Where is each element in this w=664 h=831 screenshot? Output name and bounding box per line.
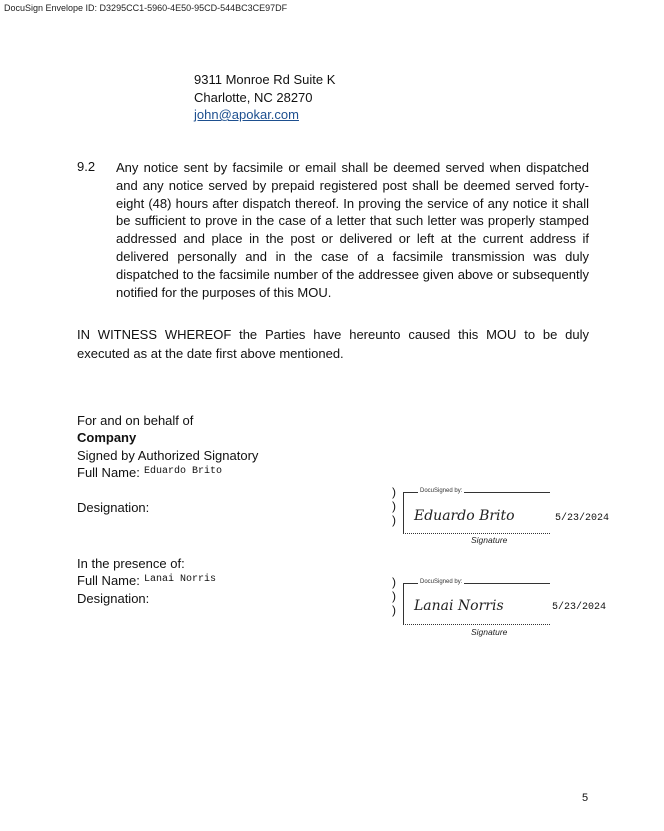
page-number: 5 [582,792,589,804]
witness-full-name: Lanai Norris [144,574,217,585]
email-link[interactable]: john@apokar.com [194,107,299,122]
witness-full-name-label: Full Name: [77,573,140,588]
clause-text: Any notice sent by facsimile or email shall be deemed served when dispatched and any notice served by prepaid registered post shall be deemed served forty-eight (48) hours after dispatch thereof. In proving the service of any notice it shall be sufficient to prove in the case of a letter that such letter was properly stamped addressed and place in the post or delivered or left at the current address if delivered personally and in the case of a facsimile transmission was duly dispatched to the facsimile number of the addressee given above or subsequently notified for the purposes of this MOU. [116,160,589,300]
party-signature-caption: Signature [471,535,508,545]
witness-statement: IN WITNESS WHEREOF the Parties have hereunto caused this MOU to be duly executed as at the date first above mentioned. [77,327,589,361]
behalf-label: For and on behalf of [77,413,194,428]
party-docusign-box[interactable] [403,488,550,534]
witness-docusigned-label: DocuSigned by: [420,579,463,585]
presence-label: In the presence of: [77,556,185,571]
party-designation-label: Designation: [77,500,150,515]
party-signature-script: Eduardo Brito [414,508,515,524]
party-full-name: Eduardo Brito [144,466,223,477]
party-docusigned-label: DocuSigned by: [420,488,463,494]
party-full-name-label: Full Name: [77,465,140,480]
address-line2: Charlotte, NC 28270 [194,89,313,105]
paren-1: ) ) ) [392,485,396,527]
witness-designation-label: Designation: [77,591,150,606]
paren-2: ) ) ) [392,575,396,617]
witness-sign-date: 5/23/2024 [552,602,607,613]
envelope-id: DocuSign Envelope ID: D3295CC1-5960-4E50-95CD-544BC3CE97DF [4,3,288,13]
witness-signature-caption: Signature [471,627,508,637]
witness-signature-script: Lanai Norris [414,598,504,614]
address-block [194,71,335,124]
signed-by-label: Signed by Authorized Signatory [77,448,259,463]
witness-docusign-box[interactable] [403,579,550,625]
company-name: Company [77,430,137,445]
party-sign-date: 5/23/2024 [555,513,610,524]
address-line1: 9311 Monroe Rd Suite K [194,72,336,87]
clause-number: 9.2 [77,159,96,174]
